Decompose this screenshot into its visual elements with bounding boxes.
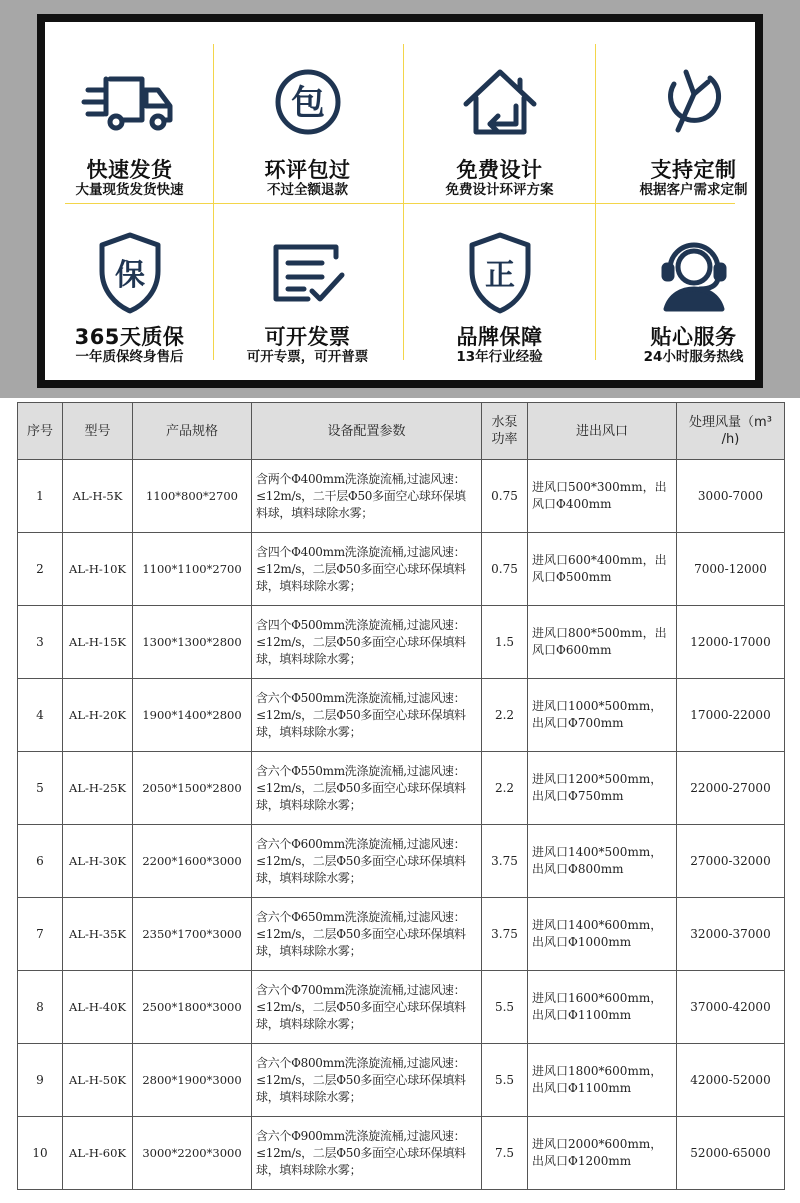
cell-port: 进风口2000*600mm，出风口Φ1200mm	[528, 1117, 677, 1190]
cell-config: 含六个Φ700mm洗涤旋流桶,过滤风速：≤12m/s，二层Φ50多面空心球环保填料球，填料球除水雾；	[252, 971, 482, 1044]
cell-size: 1300*1300*2800	[133, 606, 252, 679]
cell-seq: 10	[18, 1117, 63, 1190]
feature-title: 支持定制	[650, 158, 737, 182]
cell-seq: 3	[18, 606, 63, 679]
feature-warranty	[41, 227, 218, 366]
house-arrow-icon	[450, 52, 550, 152]
cell-pump: 5.5	[482, 971, 528, 1044]
cell-config: 含四个Φ500mm洗涤旋流桶,过滤风速：≤12m/s，二层Φ50多面空心球环保填料球，填料球除水雾；	[252, 606, 482, 679]
feature-subtitle: 大量现货发货快速	[75, 182, 184, 198]
cell-seq: 5	[18, 752, 63, 825]
feature-fast-delivery	[41, 52, 218, 199]
spec-table	[17, 402, 785, 1190]
feature-subtitle: 不过全额退款	[267, 182, 348, 198]
cell-config: 含两个Φ400mm洗涤旋流桶,过滤风速：≤12m/s，二干层Φ50多面空心球环保填料球，填料球除水雾；	[252, 460, 482, 533]
cell-size: 2200*1600*3000	[133, 825, 252, 898]
cell-config: 含六个Φ550mm洗涤旋流桶,过滤风速：≤12m/s，二层Φ50多面空心球环保填料球，填料球除水雾；	[252, 752, 482, 825]
cell-config: 含六个Φ600mm洗涤旋流桶,过滤风速：≤12m/s，二层Φ50多面空心球环保填料球，填料球除水雾；	[252, 825, 482, 898]
cell-pump: 3.75	[482, 825, 528, 898]
cell-port: 进风口1200*500mm，出风口Φ750mm	[528, 752, 677, 825]
header-config: 设备配置参数	[252, 403, 482, 460]
cell-config: 含四个Φ400mm洗涤旋流桶,过滤风速：≤12m/s，二层Φ50多面空心球环保填料球，填料球除水雾；	[252, 533, 482, 606]
cell-size: 2800*1900*3000	[133, 1044, 252, 1117]
headset-agent-icon	[644, 227, 744, 319]
cell-model: AL-H-5K	[63, 460, 133, 533]
cell-model: AL-H-60K	[63, 1117, 133, 1190]
cell-pump: 0.75	[482, 533, 528, 606]
header-flow-line2: /h)	[721, 432, 740, 447]
cell-flow: 32000-37000	[677, 898, 785, 971]
cell-config: 含六个Φ500mm洗涤旋流桶,过滤风速：≤12m/s，二层Φ50多面空心球环保填料球，填料球除水雾；	[252, 679, 482, 752]
feature-subtitle: 一年质保终身售后	[75, 349, 184, 365]
cell-flow: 27000-32000	[677, 825, 785, 898]
cell-pump: 2.2	[482, 752, 528, 825]
cell-pump: 2.2	[482, 679, 528, 752]
feature-title: 品牌保障	[456, 325, 543, 349]
cell-port: 进风口800*500mm，出风口Φ600mm	[528, 606, 677, 679]
cell-port: 进风口500*300mm，出风口Φ400mm	[528, 460, 677, 533]
bao-badge-icon	[258, 52, 358, 152]
shield-bao-icon	[80, 227, 180, 319]
delivery-truck-icon	[80, 52, 180, 152]
cell-model: AL-H-10K	[63, 533, 133, 606]
wrench-icon	[644, 52, 744, 152]
feature-subtitle: 24小时服务热线	[643, 349, 744, 365]
bao-glyph: 包	[290, 83, 325, 123]
cell-seq: 1	[18, 460, 63, 533]
cell-port: 进风口1400*600mm，出风口Φ1000mm	[528, 898, 677, 971]
cell-port: 进风口1000*500mm，出风口Φ700mm	[528, 679, 677, 752]
feature-title: 环评包过	[264, 158, 351, 182]
cell-model: AL-H-30K	[63, 825, 133, 898]
cell-model: AL-H-20K	[63, 679, 133, 752]
table-row	[18, 679, 785, 752]
cell-size: 2500*1800*3000	[133, 971, 252, 1044]
divider	[403, 44, 404, 360]
feature-customer-service	[605, 227, 782, 366]
cell-flow: 42000-52000	[677, 1044, 785, 1117]
table-row	[18, 971, 785, 1044]
table-header-row	[18, 403, 785, 460]
cell-port: 进风口1800*600mm，出风口Φ1100mm	[528, 1044, 677, 1117]
cell-flow: 7000-12000	[677, 533, 785, 606]
cell-seq: 6	[18, 825, 63, 898]
header-flow-line1: 处理风量（m³	[689, 415, 772, 430]
table-row	[18, 533, 785, 606]
table-row	[18, 898, 785, 971]
feature-title: 快速发货	[86, 158, 173, 182]
invoice-icon	[258, 227, 358, 319]
feature-title: 365天质保	[74, 325, 185, 349]
cell-model: AL-H-40K	[63, 971, 133, 1044]
table-row	[18, 752, 785, 825]
feature-subtitle: 免费设计环评方案	[445, 182, 554, 198]
cell-size: 1100*1100*2700	[133, 533, 252, 606]
cell-size: 2050*1500*2800	[133, 752, 252, 825]
cell-model: AL-H-25K	[63, 752, 133, 825]
cell-pump: 1.5	[482, 606, 528, 679]
zheng-glyph: 正	[484, 258, 515, 293]
header-size: 产品规格	[133, 403, 252, 460]
feature-free-design	[411, 52, 588, 199]
cell-flow: 3000-7000	[677, 460, 785, 533]
header-flow	[677, 403, 785, 460]
header-pump-line2: 功率	[491, 432, 518, 447]
cell-pump: 7.5	[482, 1117, 528, 1190]
feature-customization	[605, 52, 782, 199]
cell-port: 进风口1600*600mm，出风口Φ1100mm	[528, 971, 677, 1044]
feature-title: 贴心服务	[650, 325, 737, 349]
cell-model: AL-H-50K	[63, 1044, 133, 1117]
cell-size: 2350*1700*3000	[133, 898, 252, 971]
feature-title: 可开发票	[264, 325, 351, 349]
feature-subtitle: 13年行业经验	[456, 349, 543, 365]
shield-zheng-icon	[450, 227, 550, 319]
feature-title: 免费设计	[456, 158, 543, 182]
cell-config: 含六个Φ650mm洗涤旋流桶,过滤风速：≤12m/s，二层Φ50多面空心球环保填料球，填料球除水雾；	[252, 898, 482, 971]
divider	[595, 44, 596, 360]
table-row	[18, 606, 785, 679]
cell-pump: 0.75	[482, 460, 528, 533]
header-pump-line1: 水泵	[491, 415, 518, 430]
cell-model: AL-H-35K	[63, 898, 133, 971]
feature-subtitle: 根据客户需求定制	[639, 182, 748, 198]
cell-seq: 9	[18, 1044, 63, 1117]
header-seq: 序号	[18, 403, 63, 460]
cell-config: 含六个Φ900mm洗涤旋流桶,过滤风速：≤12m/s，二层Φ50多面空心球环保填料球，填料球除水雾；	[252, 1117, 482, 1190]
cell-port: 进风口1400*500mm，出风口Φ800mm	[528, 825, 677, 898]
cell-pump: 3.75	[482, 898, 528, 971]
feature-invoice	[219, 227, 396, 366]
cell-pump: 5.5	[482, 1044, 528, 1117]
cell-config: 含六个Φ800mm洗涤旋流桶,过滤风速：≤12m/s，二层Φ50多面空心球环保填料球，填料球除水雾；	[252, 1044, 482, 1117]
feature-eia-guarantee	[219, 52, 396, 199]
cell-size: 1900*1400*2800	[133, 679, 252, 752]
table-row	[18, 460, 785, 533]
table-row	[18, 1044, 785, 1117]
bao-glyph: 保	[114, 258, 145, 293]
cell-port: 进风口600*400mm，出风口Φ500mm	[528, 533, 677, 606]
cell-seq: 7	[18, 898, 63, 971]
cell-flow: 12000-17000	[677, 606, 785, 679]
cell-seq: 4	[18, 679, 63, 752]
feature-banner	[45, 22, 755, 380]
divider	[65, 203, 735, 204]
cell-flow: 37000-42000	[677, 971, 785, 1044]
table-row	[18, 825, 785, 898]
table-row	[18, 1117, 785, 1190]
cell-size: 3000*2200*3000	[133, 1117, 252, 1190]
header-port: 进出风口	[528, 403, 677, 460]
feature-brand-assurance	[411, 227, 588, 366]
cell-size: 1100*800*2700	[133, 460, 252, 533]
cell-flow: 52000-65000	[677, 1117, 785, 1190]
header-model: 型号	[63, 403, 133, 460]
feature-subtitle: 可开专票，可开普票	[246, 349, 369, 365]
header-pump	[482, 403, 528, 460]
cell-seq: 8	[18, 971, 63, 1044]
cell-model: AL-H-15K	[63, 606, 133, 679]
cell-flow: 22000-27000	[677, 752, 785, 825]
cell-flow: 17000-22000	[677, 679, 785, 752]
cell-seq: 2	[18, 533, 63, 606]
